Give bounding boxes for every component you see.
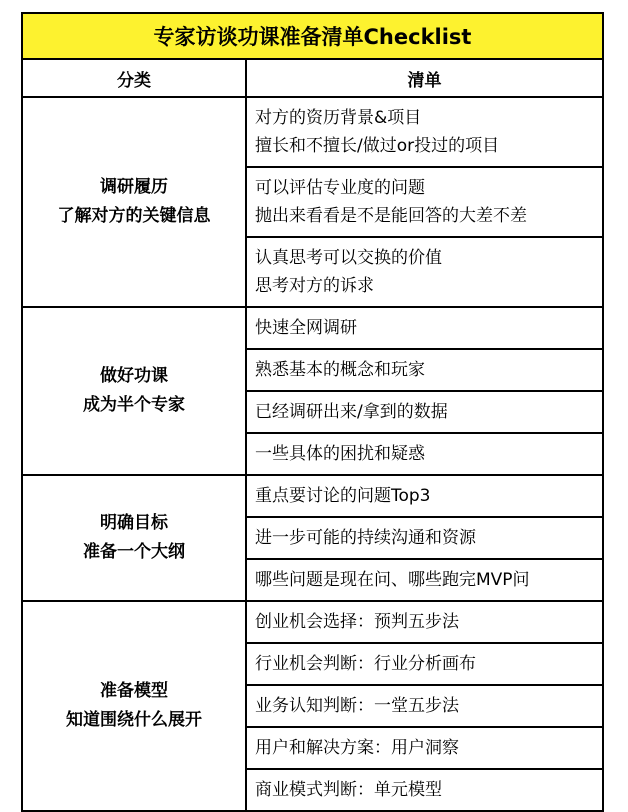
category-label: 了解对方的关键信息 [57, 206, 211, 226]
table-title: 专家访谈功课准备清单Checklist [22, 13, 603, 59]
list-item-text: 思考对方的诉求 [255, 276, 374, 296]
list-item-text: 进一步可能的持续沟通和资源 [255, 528, 476, 548]
list-item-text: 擅长和不擅长/做过or投过的项目 [255, 136, 500, 156]
list-item [246, 559, 603, 601]
list-item-text: 用户和解决方案：用户洞察 [255, 738, 459, 758]
list-item-text: 已经调研出来/拿到的数据 [255, 402, 448, 422]
checklist-table [21, 12, 604, 812]
list-item [246, 237, 603, 307]
list-item-text: 对方的资历背景&项目 [255, 108, 422, 128]
category-label: 调研履历 [100, 177, 168, 197]
table-row [22, 97, 603, 167]
header-category: 分类 [22, 59, 246, 97]
list-item [246, 769, 603, 811]
list-item [246, 475, 603, 517]
list-item-text: 可以评估专业度的问题 [255, 178, 425, 198]
title-row [22, 13, 603, 59]
table-row [22, 475, 603, 517]
list-item [246, 727, 603, 769]
list-item-text: 一些具体的困扰和疑惑 [255, 444, 425, 464]
list-item [246, 349, 603, 391]
table-row [22, 307, 603, 349]
category-label: 知道围绕什么展开 [66, 710, 202, 730]
category-label: 成为半个专家 [83, 395, 185, 415]
category-label: 准备一个大纲 [83, 542, 185, 562]
list-item-text: 创业机会选择：预判五步法 [255, 612, 459, 632]
list-item-text: 认真思考可以交换的价值 [255, 248, 442, 268]
header-row [22, 59, 603, 97]
list-item-text: 快速全网调研 [255, 318, 357, 338]
list-item [246, 97, 603, 167]
list-item [246, 601, 603, 643]
list-item [246, 307, 603, 349]
category-label: 做好功课 [100, 366, 168, 386]
list-item [246, 517, 603, 559]
list-item [246, 391, 603, 433]
list-item-text: 重点要讨论的问题Top3 [255, 486, 431, 506]
list-item-text: 业务认知判断：一堂五步法 [255, 696, 459, 716]
checklist-container [21, 12, 604, 812]
list-item-text: 抛出来看看是不是能回答的大差不差 [255, 206, 527, 226]
category-cell [22, 475, 246, 601]
list-item [246, 643, 603, 685]
list-item-text: 哪些问题是现在问、哪些跑完MVP问 [255, 570, 530, 590]
category-label: 明确目标 [100, 513, 168, 533]
list-item-text: 商业模式判断：单元模型 [255, 780, 442, 800]
list-item [246, 167, 603, 237]
category-cell [22, 307, 246, 475]
list-item [246, 685, 603, 727]
list-item-text: 行业机会判断：行业分析画布 [255, 654, 476, 674]
list-item [246, 433, 603, 475]
category-cell [22, 97, 246, 307]
category-label: 准备模型 [100, 681, 168, 701]
category-cell [22, 601, 246, 811]
table-row [22, 601, 603, 643]
header-list: 清单 [246, 59, 603, 97]
list-item-text: 熟悉基本的概念和玩家 [255, 360, 425, 380]
